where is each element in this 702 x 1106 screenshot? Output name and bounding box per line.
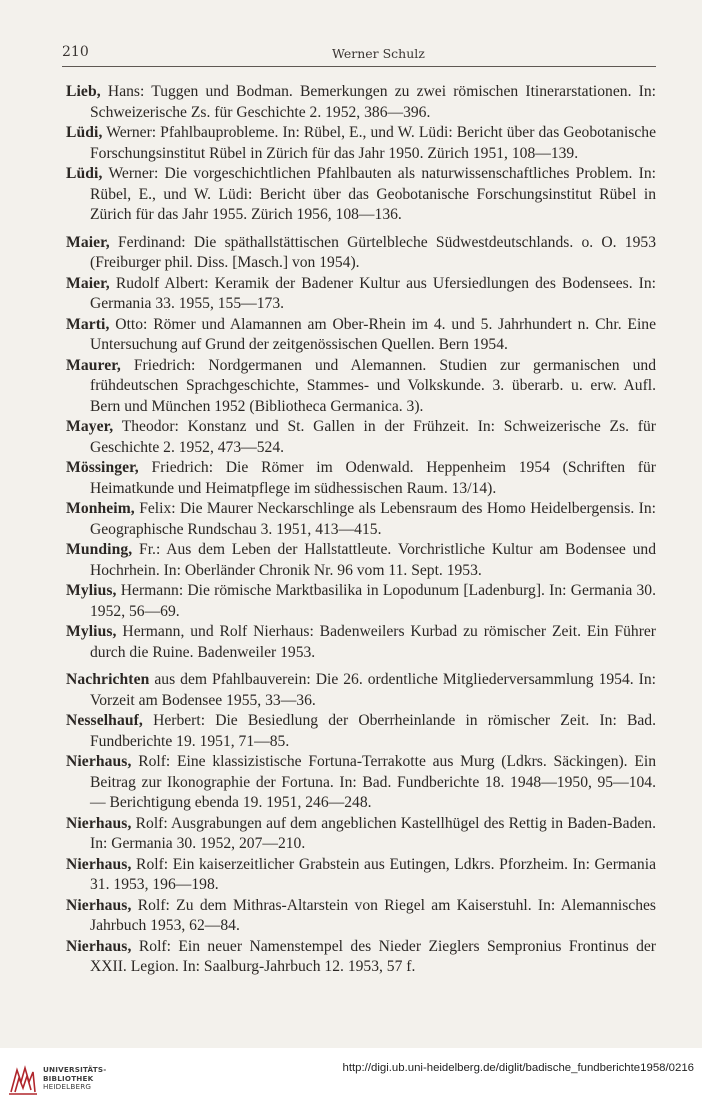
entry-author: Maier, xyxy=(66,274,110,292)
entry-author: Mylius, xyxy=(66,582,117,599)
viewer-footer xyxy=(0,1048,702,1106)
bibliography-entry xyxy=(66,622,656,663)
bibliography-entry xyxy=(66,315,656,356)
entry-text: Felix: Die Maurer Neckarschlinge als Lebensraum des Homo Heidelbergensis. In: Geographische Rundschau 3. 1951, 413—415. xyxy=(90,500,656,538)
entry-author: Nierhaus, xyxy=(66,937,132,955)
entry-author: Nierhaus, xyxy=(66,753,132,770)
entry-text: Hermann: Die römische Marktbasilika in Lopodunum [Ladenburg]. In: Germania 30. 1952, 56—69. xyxy=(90,582,656,620)
bibliography-entry xyxy=(66,581,656,622)
bibliography-entry xyxy=(66,540,656,581)
permalink-url[interactable]: http://digi.ub.uni-heidelberg.de/diglit/badische_fundberichte1958/0216 xyxy=(342,1062,694,1074)
entry-author: Mössinger, xyxy=(66,459,139,476)
entry-text: Otto: Römer und Alamannen am Ober-Rhein im 4. und 5. Jahrhundert n. Chr. Eine Untersuchung auf Grund der zeitgenössischen Quellen. Bern 1954. xyxy=(90,315,656,353)
entry-author: Nachrichten xyxy=(66,671,150,688)
library-name-line: BIBLIOTHEK xyxy=(43,1073,94,1083)
entry-author: Lüdi, xyxy=(66,165,103,182)
bibliography-list xyxy=(66,82,656,978)
entry-author: Nierhaus, xyxy=(66,896,132,914)
header-rule xyxy=(62,66,656,67)
entry-text: Theodor: Konstanz und St. Gallen in der Frühzeit. In: Schweizerische Zs. für Geschichte 2. 1952, 473—524. xyxy=(90,418,656,456)
running-head: Werner Schulz xyxy=(332,46,425,61)
bibliography-entry xyxy=(66,458,656,499)
entry-author: Marti, xyxy=(66,315,110,333)
library-name xyxy=(43,1066,106,1092)
entry-text: Rolf: Eine klassizistische Fortuna-Terrakotte aus Murg (Ldkrs. Säckingen). Ein Beitrag zur Ikonographie der Fortuna. In: Bad. Fundberichte 18. 1948—1950, 95—104. — Berichtigung ebenda 19. 1951, 246—248. xyxy=(90,753,656,811)
ub-heidelberg-logo-icon xyxy=(7,1064,39,1096)
entry-text: Rolf: Zu dem Mithras-Altarstein von Riegel am Kaiserstuhl. In: Alemannisches Jahrbuch 1953, 62—84. xyxy=(90,896,656,934)
bibliography-entry xyxy=(66,417,656,458)
entry-text: Friedrich: Nordgermanen und Alemannen. Studien zur germanischen und frühdeutschen Sprachgeschichte, Stammes- und Volkskunde. 3. überarb. u. erw. Aufl. Bern und München 1952 (Bibliotheca Germanica. 3). xyxy=(90,356,656,415)
entry-text: Rolf: Ein neuer Namenstempel des Nieder Zieglers Sempronius Frontinus der XXII. Legion. In: Saalburg-Jahrbuch 12. 1953, 57 f. xyxy=(90,937,656,975)
page-number: 210 xyxy=(62,44,89,60)
library-name-line: UNIVERSITÄTS- xyxy=(43,1065,107,1074)
bibliography-entry xyxy=(66,896,656,937)
page-header xyxy=(62,44,654,66)
entry-text: Werner: Die vorgeschichtlichen Pfahlbauten als naturwissenschaftliches Problem. In: Rübel, E., und W. Lüdi: Bericht über das Geobotanische Forschungsinstitut Rübel in Zürich für das Jahr 1955. Zürich 1956, 108—136. xyxy=(90,165,656,223)
entry-text: Hans: Tuggen und Bodman. Bemerkungen zu zwei römischen Itinerarstationen. In: Schweizerische Zs. für Geschichte 2. 1952, 386—396. xyxy=(90,83,656,121)
entry-text: Friedrich: Die Römer im Odenwald. Heppenheim 1954 (Schriften für Heimatkunde und Heimatpflege im südhessischen Raum. 13/14). xyxy=(90,459,656,497)
entry-author: Nierhaus, xyxy=(66,814,132,832)
bibliography-entry xyxy=(66,164,656,226)
entry-text: Hermann, und Rolf Nierhaus: Badenweilers Kurbad zu römischer Zeit. Ein Führer durch die Ruine. Badenweiler 1953. xyxy=(90,623,656,661)
bibliography-entry xyxy=(66,233,656,274)
entry-author: Maier, xyxy=(66,233,110,251)
entry-text: Herbert: Die Besiedlung der Oberrheinlande in römischer Zeit. In: Bad. Fundberichte 19. 1951, 71—85. xyxy=(90,712,656,750)
bibliography-entry xyxy=(66,356,656,418)
library-name-line: HEIDELBERG xyxy=(43,1082,92,1092)
entry-author: Lüdi, xyxy=(66,124,103,141)
bibliography-entry xyxy=(66,274,656,315)
bibliography-entry xyxy=(66,711,656,752)
entry-author: Lieb, xyxy=(66,83,101,100)
entry-text: aus dem Pfahlbauverein: Die 26. ordentliche Mitgliederversammlung 1954. In: Vorzeit am Bodensee 1955, 33—36. xyxy=(90,671,656,709)
entry-text: Ferdinand: Die späthallstättischen Gürtelbleche Südwestdeutschlands. o. O. 1953 (Freiburger phil. Diss. [Masch.] von 1954). xyxy=(90,233,656,271)
entry-text: Rudolf Albert: Keramik der Badener Kultur aus Ufersiedlungen des Bodensees. In: Germania 33. 1955, 155—173. xyxy=(90,274,656,312)
bibliography-entry xyxy=(66,814,656,855)
entry-author: Mayer, xyxy=(66,418,114,435)
entry-author: Nierhaus, xyxy=(66,855,132,873)
entry-author: Monheim, xyxy=(66,500,135,517)
entry-text: Rolf: Ein kaiserzeitlicher Grabstein aus Eutingen, Ldkrs. Pforzheim. In: Germania 31. 1953, 196—198. xyxy=(90,855,656,893)
bibliography-entry xyxy=(66,82,656,123)
bibliography-entry xyxy=(66,752,656,814)
entry-text: Fr.: Aus dem Leben der Hallstattleute. Vorchristliche Kultur am Bodensee und Hochrhein. In: Oberländer Chronik Nr. 96 vom 11. Sept. 1953. xyxy=(90,541,656,579)
bibliography-entry xyxy=(66,670,656,711)
bibliography-entry xyxy=(66,855,656,896)
entry-author: Maurer, xyxy=(66,356,121,374)
bibliography-entry xyxy=(66,123,656,164)
bibliography-entry xyxy=(66,937,656,978)
entry-text: Rolf: Ausgrabungen auf dem angeblichen Kastellhügel des Rettig in Baden-Baden. In: Germania 30. 1952, 207—210. xyxy=(90,814,656,852)
entry-author: Munding, xyxy=(66,541,133,558)
entry-text: Werner: Pfahlbauprobleme. In: Rübel, E., und W. Lüdi: Bericht über das Geobotanische Forschungsinstitut Rübel in Zürich für das Jahr 1950. Zürich 1951, 108—139. xyxy=(90,124,656,162)
entry-author: Nesselhauf, xyxy=(66,712,143,729)
bibliography-entry xyxy=(66,499,656,540)
entry-author: Mylius, xyxy=(66,623,117,640)
